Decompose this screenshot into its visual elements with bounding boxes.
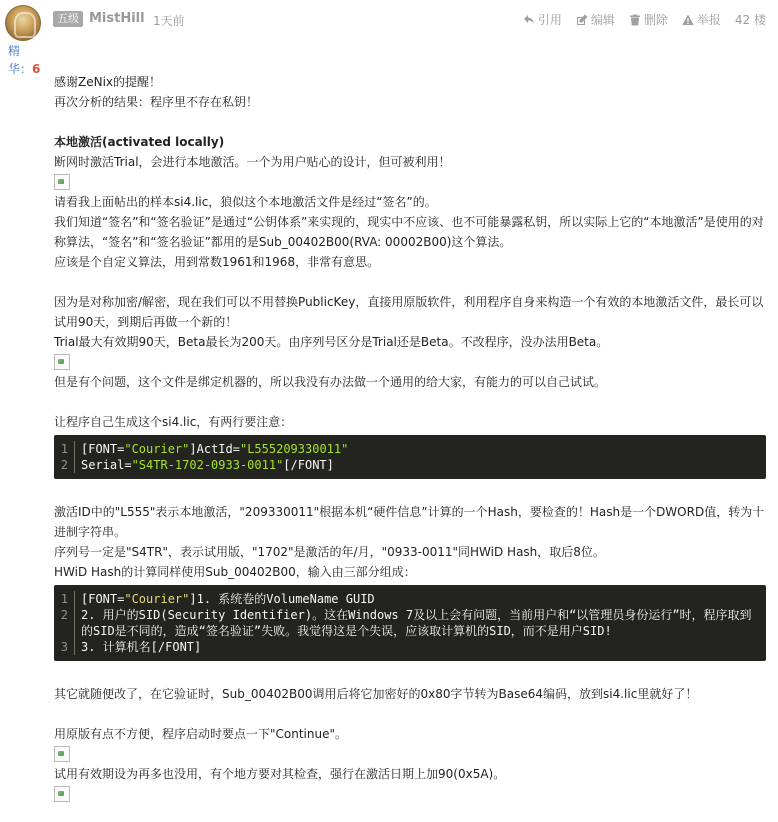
paragraph: 请看我上面帖出的样本si4.lic，狼似这个本地激活文件是经过“签名”的。 <box>54 195 437 209</box>
paragraph: HWiD Hash的计算同样使用Sub_00402B00，输入由三部分组成： <box>54 565 416 579</box>
delete-label: 删除 <box>643 13 668 27</box>
broken-image-icon[interactable] <box>54 174 70 190</box>
code-line <box>54 639 766 655</box>
essence-value-row <box>8 60 40 78</box>
edit-icon <box>576 14 588 26</box>
paragraph: 应该是个自定义算法，用到常数1961和1968，非常有意思。 <box>54 255 380 269</box>
code-text: [FONT= <box>81 442 125 456</box>
post-content <box>54 72 766 804</box>
code-text: [/FONT] <box>283 458 334 472</box>
quote-button[interactable] <box>523 11 562 28</box>
edit-label: 编辑 <box>590 13 615 27</box>
code-line <box>54 441 766 457</box>
username-link[interactable]: MistHill <box>89 11 145 26</box>
line-number: 3 <box>60 640 68 654</box>
code-text: ]ActId= <box>189 442 240 456</box>
trash-icon <box>629 14 641 26</box>
code-text: Serial= <box>81 458 132 472</box>
floor-number: 42 楼 <box>734 13 766 27</box>
paragraph: 其它就随便改了，在它验证时，Sub_00402B00调用后将它加密好的0x80字节转为Base64编码，放到si4.lic里就好了！ <box>54 687 698 701</box>
report-label: 举报 <box>696 13 721 27</box>
warning-icon <box>682 14 694 26</box>
paragraph: 再次分析的结果：程序里不存在私钥！ <box>54 95 259 109</box>
paragraph: 但是有个问题，这个文件是绑定机器的，所以我没有办法做一个通用的给大家，有能力的可以自己试试。 <box>54 375 607 389</box>
paragraph: 我们知道“签名”和“签名验证”是通过“公钥体系”来实现的，现实中不应该、也不可能暴露私钥，所以实际上它的“本地激活”是使用的对称算法，“签名”和“签名验证”都用的是Sub_00402B00(RVA: 00002B00)这个算法。 <box>54 215 764 249</box>
code-block[interactable] <box>54 435 766 479</box>
post-actions <box>523 11 766 28</box>
paragraph: 断网时激活Trial，会进行本地激活。一个为用户贴心的设计，但可被利用！ <box>54 155 451 169</box>
line-number: 2 <box>60 608 68 622</box>
code-text: [FONT= <box>81 592 125 606</box>
paragraph: 因为是对称加密/解密，现在我们可以不用替换PublicKey，直接用原版软件，利用程序自身来构造一个有效的本地激活文件，最长可以试用90天，到期后再做一个新的！ <box>54 295 764 329</box>
edit-button[interactable] <box>576 11 615 28</box>
code-text: 2. 用户的SID(Security Identifier)。这在Windows 7及以上会有问题，当前用户和“以管理员身份运行”时，程序取到的SID是不同的，造成“签名验证”失败。我觉得这是个失误，应该取计算机的SID，而不是用户SID! <box>81 608 752 638</box>
line-number: 1 <box>60 442 68 456</box>
paragraph: 让程序自己生成这个si4.lic，有两行要注意： <box>54 415 293 429</box>
paragraph: 序列号一定是"S4TR"，表示试用版，"1702"是激活的年/月，"0933-0011"同HWiD Hash，取后8位。 <box>54 545 605 559</box>
paragraph: Trial最大有效期90天，Beta最长为200天。由序列号区分是Trial还是Beta。不改程序，没办法用Beta。 <box>54 335 609 349</box>
report-button[interactable] <box>682 11 721 28</box>
broken-image-icon[interactable] <box>54 354 70 370</box>
broken-image-icon[interactable] <box>54 786 70 802</box>
code-text: ]1. 系统卷的VolumeName GUID <box>189 592 375 606</box>
code-block[interactable] <box>54 585 766 661</box>
paragraph: 激活ID中的"L555"表示本地激活，"209330011"根据本机“硬件信息”计算的一个Hash，要检查的！Hash是一个DWORD值，转为十进制字符串。 <box>54 505 765 539</box>
quote-label: 引用 <box>537 13 562 27</box>
essence-info <box>8 42 40 78</box>
quote-icon <box>523 14 535 26</box>
post-time: 1天前 <box>153 14 185 28</box>
essence-value-label: 华： <box>8 62 33 76</box>
paragraph: 试用有效期设为再多也没用，有个地方要对其检查，强行在激活日期上加90(0x5A)。 <box>54 767 506 781</box>
delete-button[interactable] <box>629 11 668 28</box>
line-number: 2 <box>60 458 68 472</box>
essence-label: 精 <box>8 44 21 58</box>
broken-image-icon[interactable] <box>54 746 70 762</box>
code-line <box>54 607 766 639</box>
section-heading: 本地激活(activated locally) <box>54 135 225 149</box>
paragraph: 感谢ZeNix的提醒！ <box>54 75 162 89</box>
code-string: "L555209330011" <box>239 442 349 456</box>
paragraph: 用原版有点不方便，程序启动时要点一下"Continue"。 <box>54 727 347 741</box>
code-string: "S4TR-1702-0933-0011" <box>131 458 284 472</box>
code-string: "Courier" <box>124 442 190 456</box>
code-line <box>54 457 766 473</box>
code-line <box>54 591 766 607</box>
user-avatar[interactable] <box>5 5 41 41</box>
code-text: 3. 计算机名[/FONT] <box>81 640 202 654</box>
essence-value: 6 <box>32 62 41 76</box>
level-badge: 五级 <box>53 11 83 27</box>
code-string: "Courier" <box>124 592 190 606</box>
line-number: 1 <box>60 592 68 606</box>
